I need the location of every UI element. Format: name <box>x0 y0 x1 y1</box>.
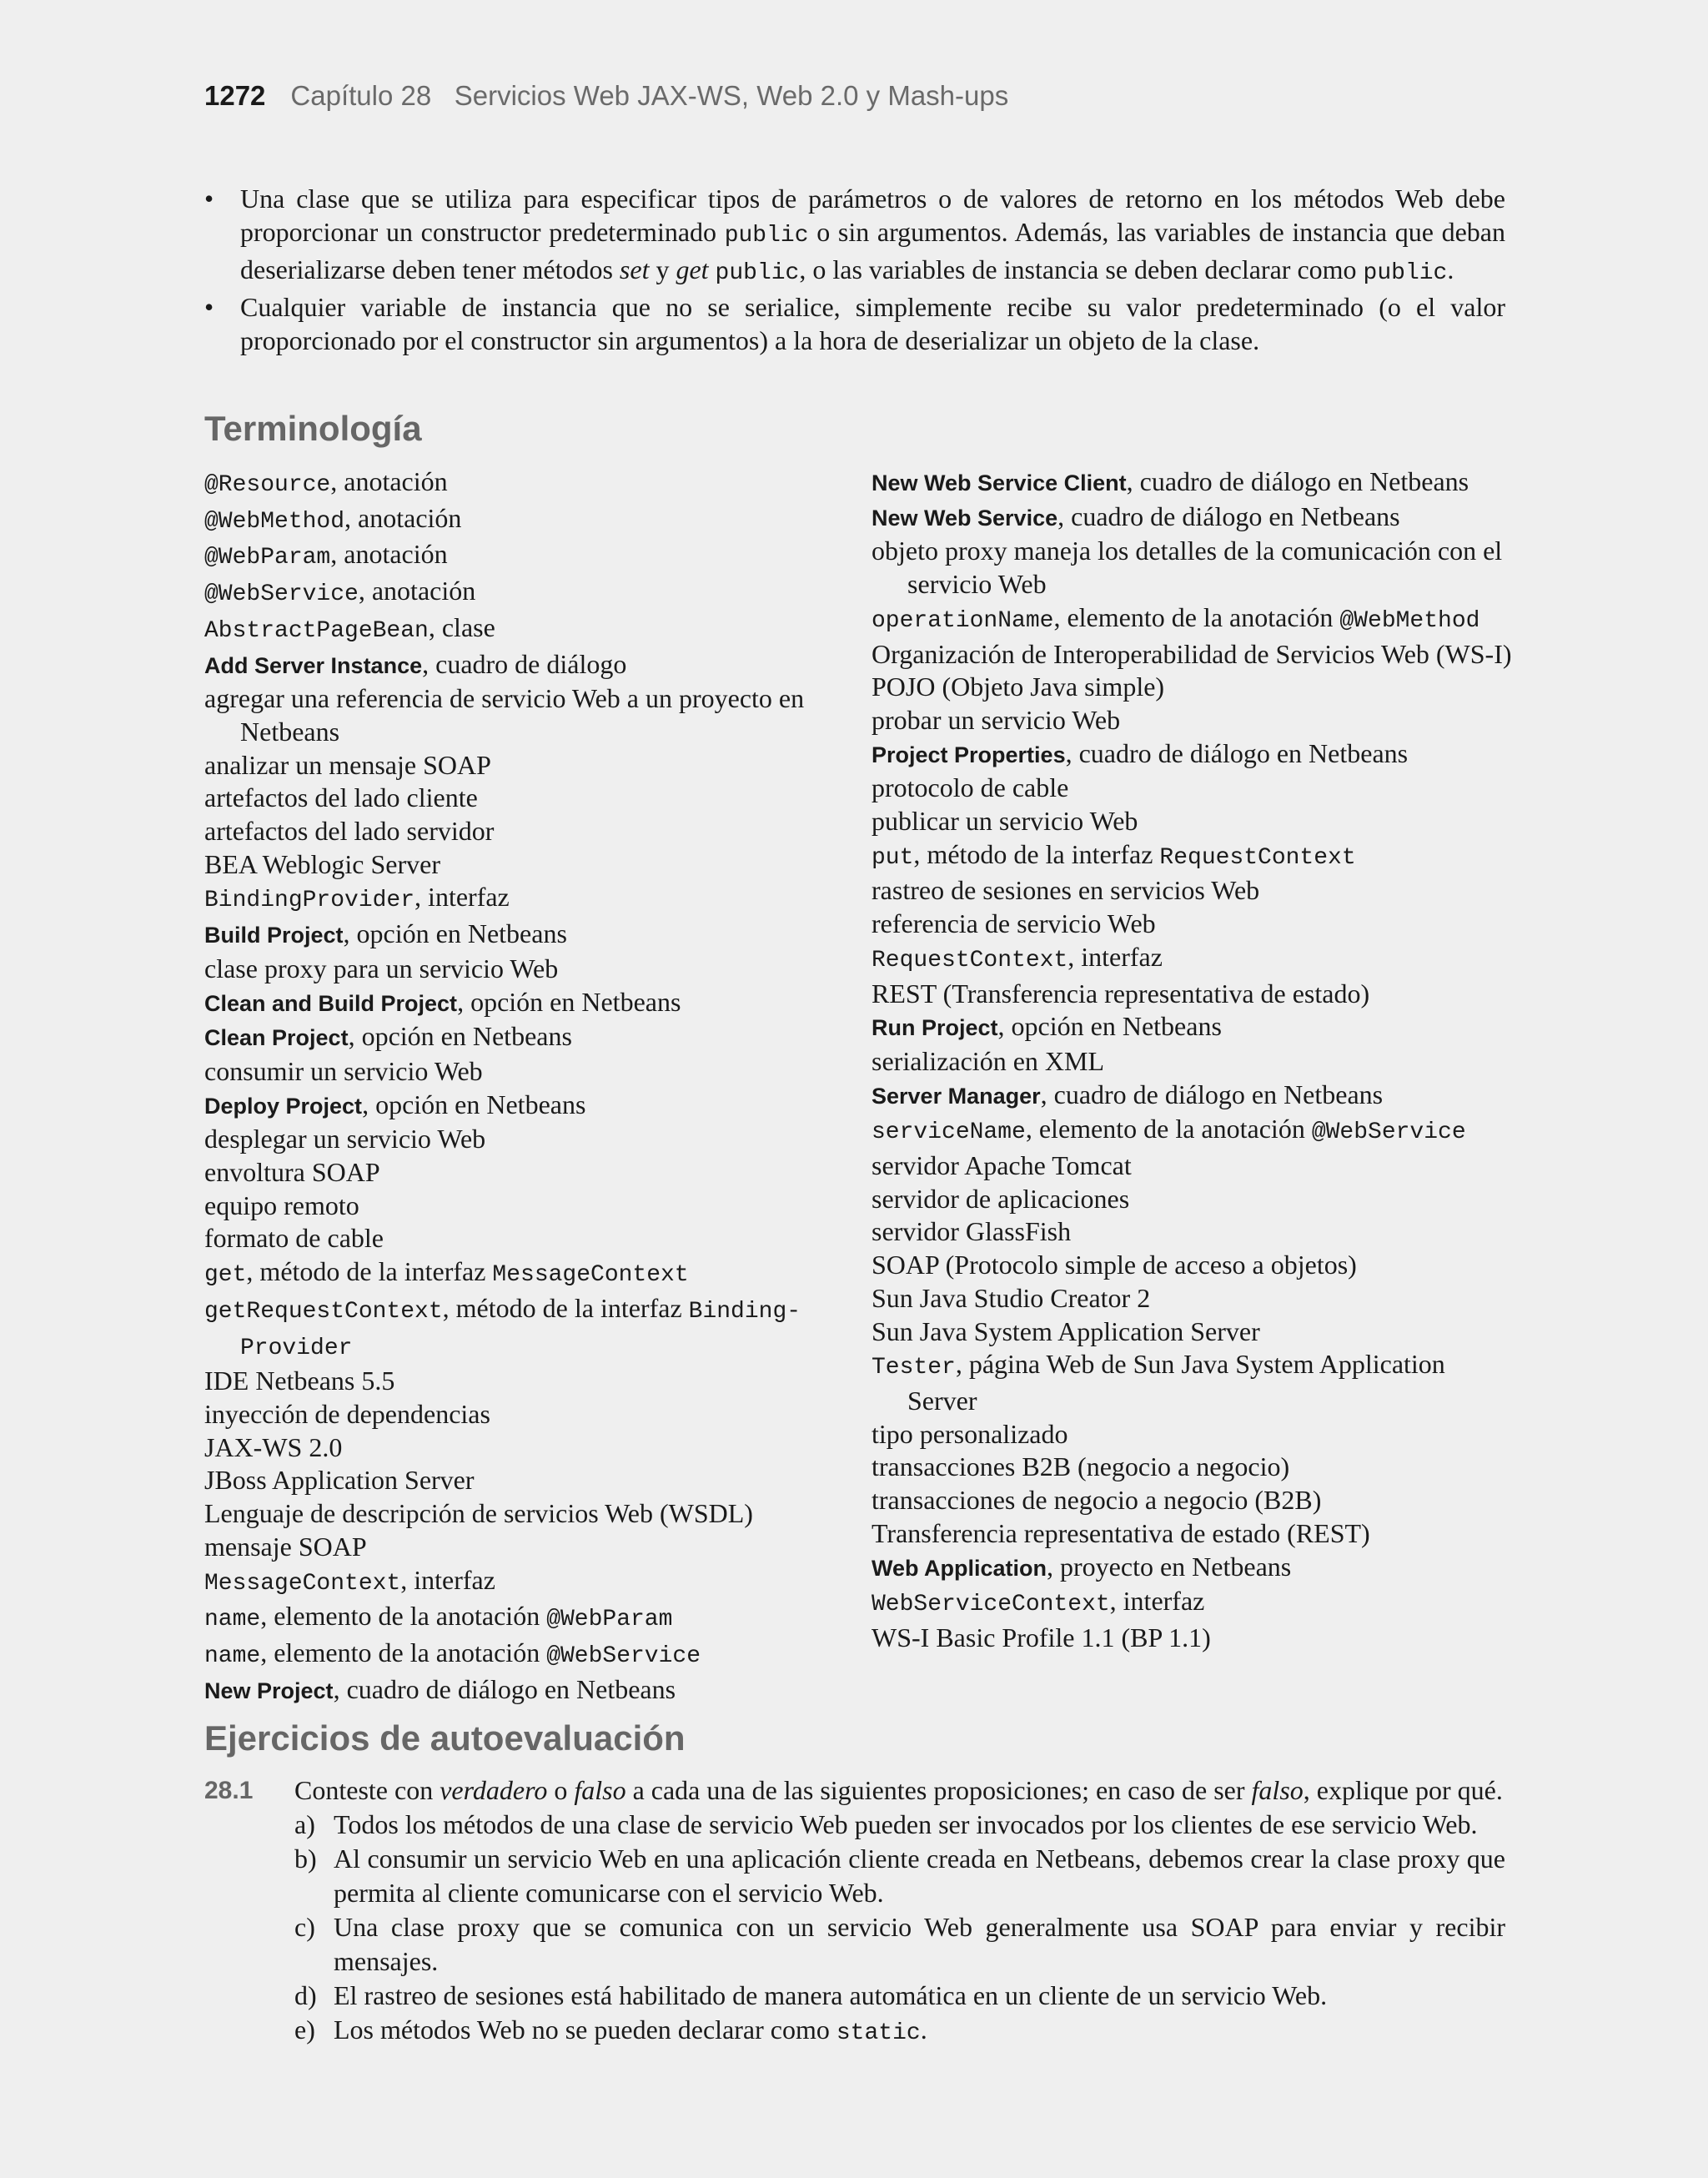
term-ui-label: Clean Project <box>204 1025 349 1051</box>
question-text: a cada una de las siguientes proposiciones; en caso de ser <box>625 1775 1252 1805</box>
term-code: @WebService <box>1311 1119 1466 1146</box>
term-entry <box>872 737 1514 772</box>
term-text: , elemento de la anotación <box>260 1601 547 1632</box>
term-entry <box>872 638 1514 672</box>
term-code: @WebService <box>204 581 359 608</box>
bullet-text: o sin argumentos. Además, las variables de instancia que deban deserializarse deben tener métodos <box>240 217 1505 284</box>
term-entry <box>872 1149 1514 1183</box>
term-entry <box>872 1010 1514 1045</box>
term-entry <box>204 1255 846 1292</box>
term-text: , interfaz <box>400 1564 495 1595</box>
terminology-column-left <box>204 465 846 1708</box>
terminology-column-right <box>872 465 1514 1655</box>
term-text: mensaje SOAP <box>204 1531 367 1562</box>
term-text: desplegar un servicio Web <box>204 1124 486 1154</box>
term-text: POJO (Objeto Java simple) <box>872 672 1165 702</box>
term-text: , anotación <box>330 466 448 496</box>
term-entry <box>872 500 1514 536</box>
bullet-text: y <box>649 254 676 284</box>
term-ui-label: Web Application <box>872 1555 1047 1581</box>
term-text: , anotación <box>330 539 448 570</box>
term-text: Transferencia representativa de estado (REST) <box>872 1517 1370 1548</box>
term-entry <box>872 941 1514 978</box>
term-text: protocolo de cable <box>872 772 1069 803</box>
italic-verdadero: verdadero <box>440 1775 548 1805</box>
term-entry <box>204 1600 846 1637</box>
item-text: Todos los métodos de una clase de servicio Web pueden ser invocados por los clientes de ese servicio Web. <box>334 1809 1478 1839</box>
term-ui-label: Deploy Project <box>204 1093 363 1119</box>
term-text: inyección de dependencias <box>204 1398 490 1429</box>
exercise-number: 28.1 <box>204 1777 254 1804</box>
term-text: , interfaz <box>414 882 510 913</box>
self-review-heading: Ejercicios de autoevaluación <box>204 1718 686 1758</box>
term-text: , opción en Netbeans <box>997 1011 1222 1042</box>
bullet-text: Cualquier variable de instancia que no se serialice, simplemente recibe su valor predeterminado (o el valor proporcionado por el constructor sin argumentos) a la hora de deserializar un objeto de la clase. <box>240 292 1505 355</box>
term-entry <box>204 1222 846 1255</box>
term-entry <box>872 1045 1514 1079</box>
term-ui-label: Clean and Build Project <box>204 990 458 1016</box>
term-entry <box>872 1484 1514 1517</box>
term-entry <box>204 1673 846 1708</box>
term-text: Sun Java Studio Creator 2 <box>872 1282 1151 1313</box>
term-text: , cuadro de diálogo en Netbeans <box>1040 1079 1384 1109</box>
item-letter: b) <box>294 1844 317 1874</box>
exercise-28-1 <box>204 1773 1505 2050</box>
term-entry <box>872 838 1514 875</box>
term-entry <box>204 682 846 748</box>
term-code: WebServiceContext <box>872 1592 1110 1618</box>
term-ui-label: Server Manager <box>872 1083 1041 1109</box>
exercise-item-e <box>204 2013 1505 2050</box>
bullet-dot: • <box>204 292 214 322</box>
term-text: , cuadro de diálogo en Netbeans <box>1065 737 1409 768</box>
term-text: , cuadro de diálogo en Netbeans <box>1057 500 1400 531</box>
item-text: El rastreo de sesiones está habilitado de manera automática en un cliente de un servicio Web. <box>334 1980 1328 2010</box>
term-text: , opción en Netbeans <box>348 1021 572 1052</box>
item-text: Los métodos Web no se pueden declarar como <box>334 2015 836 2045</box>
term-entry <box>204 1637 846 1673</box>
term-text: JBoss Application Server <box>204 1465 475 1496</box>
italic-set: set <box>619 254 650 284</box>
term-entry <box>872 671 1514 704</box>
term-text: artefactos del lado servidor <box>204 816 495 847</box>
term-entry <box>872 1451 1514 1484</box>
term-entry <box>872 601 1514 638</box>
term-text: , método de la interfaz <box>442 1292 689 1323</box>
code-public: public <box>715 260 800 286</box>
term-entry <box>204 1365 846 1398</box>
term-text: , clase <box>428 611 495 642</box>
term-ui-label: New Web Service <box>872 505 1058 531</box>
term-code: name <box>204 1607 261 1633</box>
exercise-question <box>204 1773 1505 1808</box>
term-code: @WebService <box>546 1642 701 1669</box>
term-text: , interfaz <box>1109 1586 1205 1617</box>
term-code: MessageContext <box>492 1262 689 1289</box>
term-entry <box>872 1249 1514 1282</box>
term-text: equipo remoto <box>204 1190 359 1220</box>
term-entry <box>204 575 846 611</box>
italic-falso: falso <box>1251 1775 1304 1805</box>
term-entry <box>204 1292 846 1365</box>
term-code: name <box>204 1642 261 1669</box>
item-text: . <box>920 2015 927 2045</box>
term-text: clase proxy para un servicio Web <box>204 953 559 983</box>
bullet-text: , o las variables de instancia se deben declarar como <box>799 254 1364 284</box>
term-text: IDE Netbeans 5.5 <box>204 1366 395 1396</box>
term-text: , cuadro de diálogo en Netbeans <box>333 1673 676 1704</box>
term-code: @WebMethod <box>1339 607 1480 634</box>
term-entry <box>204 648 846 683</box>
term-text: objeto proxy maneja los detalles de la comunicación con el servicio Web <box>872 536 1503 600</box>
term-ui-label: Project Properties <box>872 742 1066 767</box>
term-code: serviceName <box>872 1119 1026 1146</box>
item-text: Al consumir un servicio Web en una aplicación cliente creada en Netbeans, debemos crear la clase proxy que permita al cliente comunicarse con el servicio Web. <box>334 1844 1505 1908</box>
term-entry <box>204 1431 846 1465</box>
term-text: servidor GlassFish <box>872 1216 1072 1247</box>
term-text: consumir un servicio Web <box>204 1055 483 1086</box>
term-entry <box>872 704 1514 737</box>
term-entry <box>204 1055 846 1089</box>
terminology-heading: Terminología <box>204 409 422 448</box>
term-text: JAX-WS 2.0 <box>204 1431 343 1462</box>
term-text: , interfaz <box>1068 941 1163 972</box>
term-text: , anotación <box>358 576 476 606</box>
term-entry <box>204 1156 846 1190</box>
term-entry <box>204 538 846 575</box>
page-number: 1272 <box>204 80 266 111</box>
term-entry <box>872 1282 1514 1315</box>
term-text: probar un servicio Web <box>872 704 1121 735</box>
term-entry <box>872 978 1514 1011</box>
term-entry <box>872 1622 1514 1655</box>
term-entry <box>204 749 846 782</box>
term-entry <box>204 611 846 648</box>
term-entry <box>872 1348 1514 1417</box>
term-text: , proyecto en Netbeans <box>1047 1551 1292 1582</box>
term-entry <box>872 874 1514 908</box>
term-text: , página Web de Sun Java System Application Server <box>907 1349 1445 1416</box>
term-code: getRequestContext <box>204 1298 443 1325</box>
term-code: @WebParam <box>546 1607 673 1633</box>
item-letter: a) <box>294 1809 315 1839</box>
exercise-item-a <box>204 1808 1505 1842</box>
term-text: transacciones de negocio a negocio (B2B) <box>872 1485 1322 1516</box>
term-entry <box>204 1020 846 1055</box>
term-text: , método de la interfaz <box>913 838 1160 869</box>
term-entry <box>204 1564 846 1601</box>
term-entry <box>204 986 846 1021</box>
term-entry <box>872 1113 1514 1149</box>
term-entry <box>872 1315 1514 1349</box>
term-code: BindingProvider <box>204 888 415 914</box>
term-ui-label: Build Project <box>204 923 344 948</box>
term-text: , opción en Netbeans <box>457 986 681 1017</box>
chapter-title: Servicios Web JAX-WS, Web 2.0 y Mash-ups <box>454 80 1009 111</box>
code-static: static <box>836 2020 921 2046</box>
term-code: Binding-Provider <box>240 1298 801 1361</box>
term-entry <box>872 465 1514 500</box>
term-text: artefactos del lado cliente <box>204 782 478 813</box>
term-text: SOAP (Protocolo simple de acceso a objetos) <box>872 1250 1357 1280</box>
term-ui-label: Add Server Instance <box>204 652 423 678</box>
bullet-item <box>204 290 1505 357</box>
term-entry <box>204 1190 846 1223</box>
term-text: servidor de aplicaciones <box>872 1183 1130 1214</box>
term-text: Organización de Interoperabilidad de Servicios Web (WS-I) <box>872 638 1512 669</box>
term-text: analizar un mensaje SOAP <box>204 749 491 780</box>
term-entry <box>204 848 846 882</box>
term-text: serialización en XML <box>872 1045 1104 1076</box>
term-entry <box>872 1585 1514 1622</box>
term-entry <box>872 772 1514 805</box>
term-text: REST (Transferencia representativa de estado) <box>872 978 1370 1009</box>
term-text: tipo personalizado <box>872 1418 1068 1449</box>
term-text: Sun Java System Application Server <box>872 1315 1260 1346</box>
term-entry <box>872 1517 1514 1551</box>
item-letter: e) <box>294 2015 315 2045</box>
question-text: , explique por qué. <box>1303 1775 1503 1805</box>
term-text: referencia de servicio Web <box>872 908 1156 939</box>
term-entry <box>204 1398 846 1431</box>
term-text: , opción en Netbeans <box>343 918 567 949</box>
question-text: o <box>547 1775 575 1805</box>
code-public: public <box>1363 260 1448 286</box>
term-text: servidor Apache Tomcat <box>872 1150 1132 1181</box>
term-code: @Resource <box>204 472 331 498</box>
term-ui-label: New Web Service Client <box>872 470 1127 495</box>
exercise-item-b <box>204 1842 1505 1910</box>
term-entry <box>872 1551 1514 1586</box>
term-text: , opción en Netbeans <box>362 1089 586 1119</box>
bullet-text: Una clase que se utiliza para especificar tipos de parámetros o de valores de retorno en los métodos Web debe proporcionar un constructor predeterminado <box>240 184 1505 247</box>
italic-get: get <box>676 254 709 284</box>
term-text: formato de cable <box>204 1223 384 1254</box>
bullet-list <box>204 182 1505 357</box>
bullet-dot: • <box>204 184 214 214</box>
term-text: , cuadro de diálogo <box>422 648 627 679</box>
term-code: Tester <box>872 1355 956 1381</box>
exercise-item-c <box>204 1910 1505 1979</box>
term-text: , elemento de la anotación <box>1053 601 1340 632</box>
running-header <box>204 80 1008 112</box>
term-code: AbstractPageBean <box>204 617 429 644</box>
term-text: , elemento de la anotación <box>260 1637 547 1667</box>
term-entry <box>204 815 846 848</box>
term-code: @WebParam <box>204 545 331 571</box>
code-public: public <box>724 223 809 249</box>
term-entry <box>872 535 1514 601</box>
term-ui-label: New Project <box>204 1678 334 1703</box>
item-text: Una clase proxy que se comunica con un servicio Web generalmente usa SOAP para enviar y recibir mensajes. <box>334 1912 1505 1976</box>
term-text: , cuadro de diálogo en Netbeans <box>1126 466 1469 496</box>
term-code: RequestContext <box>1159 844 1356 871</box>
term-entry <box>204 1464 846 1497</box>
term-code: put <box>872 844 914 871</box>
term-entry <box>204 465 846 502</box>
term-entry <box>872 1418 1514 1451</box>
italic-falso: falso <box>574 1775 626 1805</box>
question-text: Conteste con <box>294 1775 440 1805</box>
term-entry <box>204 1123 846 1156</box>
term-entry <box>872 1215 1514 1249</box>
term-ui-label: Run Project <box>872 1015 998 1041</box>
term-entry <box>204 782 846 815</box>
term-entry <box>872 908 1514 941</box>
item-letter: c) <box>294 1912 315 1942</box>
term-text: transacciones B2B (negocio a negocio) <box>872 1451 1290 1482</box>
term-entry <box>204 1531 846 1564</box>
item-letter: d) <box>294 1980 317 2010</box>
term-entry <box>872 805 1514 838</box>
term-code: get <box>204 1262 247 1289</box>
term-text: agregar una referencia de servicio Web a un proyecto en Netbeans <box>204 683 805 747</box>
term-text: BEA Weblogic Server <box>204 848 440 879</box>
term-text: , anotación <box>344 502 462 533</box>
term-entry <box>204 1497 846 1531</box>
bullet-item <box>204 182 1505 290</box>
term-entry <box>204 502 846 539</box>
term-code: @WebMethod <box>204 508 345 535</box>
term-code: MessageContext <box>204 1570 401 1597</box>
term-entry <box>204 1089 846 1124</box>
term-code: RequestContext <box>872 947 1068 973</box>
term-text: envoltura SOAP <box>204 1157 380 1188</box>
exercise-item-d <box>204 1979 1505 2013</box>
bullet-text <box>709 254 716 284</box>
term-entry <box>872 1079 1514 1114</box>
term-text: rastreo de sesiones en servicios Web <box>872 875 1260 906</box>
chapter-label: Capítulo 28 <box>290 80 432 111</box>
bullet-text: . <box>1447 254 1454 284</box>
term-entry <box>872 1183 1514 1216</box>
term-text: publicar un servicio Web <box>872 806 1138 837</box>
term-text: Lenguaje de descripción de servicios Web (WSDL) <box>204 1498 753 1529</box>
term-entry <box>204 881 846 918</box>
term-text: , elemento de la anotación <box>1025 1114 1312 1144</box>
term-code: operationName <box>872 607 1054 634</box>
term-text: , método de la interfaz <box>246 1256 493 1287</box>
term-entry <box>204 953 846 986</box>
term-text: WS-I Basic Profile 1.1 (BP 1.1) <box>872 1622 1211 1652</box>
term-entry <box>204 918 846 953</box>
